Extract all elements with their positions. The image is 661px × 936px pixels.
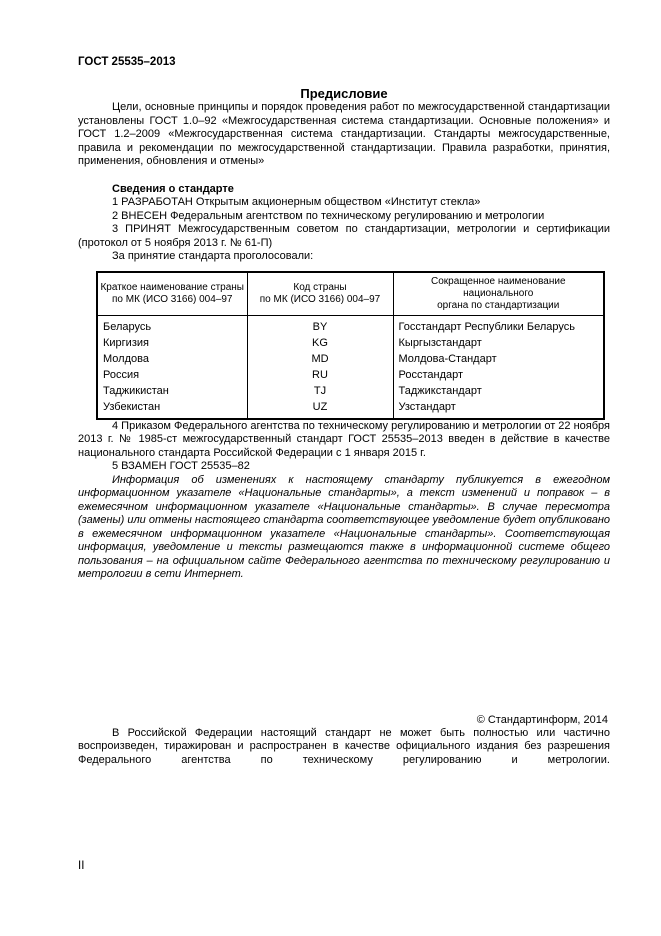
table-cell-body: Узстандарт: [393, 399, 604, 419]
info-item-2: 2 ВНЕСЕН Федеральным агентством по техническому регулированию и метрологии: [112, 209, 545, 222]
header-line: Код страны: [293, 281, 347, 293]
table-cell-body: Госстандарт Республики Беларусь: [393, 315, 604, 335]
info-item-3: 3 ПРИНЯТ Межгосударственным советом по стандартизации, метрологии и сертификации (протокол от 5 ноября 2013 г. № 61-П): [78, 223, 610, 249]
table-cell-body: Таджикстандарт: [393, 383, 604, 399]
change-notice: Информация об изменениях к настоящему стандарту публикуется в ежегодном информационном указателе «Национальные стандарты», а текст изменений и поправок – в ежемесячном информационном указателе «Национальные стандарты». В случае пересмотра (замены) или отмены настоящего стандарта соответствующее уведомление будет опубликовано в ежемесячном информационном указателе «Национальные стандарты». Соответствующая информация, уведомление и тексты размещаются также в информационной системе общего пользования – на официальном сайте Федерального агентства по техническому регулированию и метрологии в сети Интернет.: [78, 473, 610, 580]
header-line: по МК (ИСО 3166) 004–97: [259, 293, 381, 305]
table-row: [97, 399, 604, 419]
doc-code: ГОСТ 25535–2013: [78, 56, 176, 68]
table-cell-country: Таджикистан: [103, 384, 169, 397]
table-cell-code: TJ: [247, 383, 393, 399]
table-cell-body: Росстандарт: [393, 367, 604, 383]
table-row: [97, 367, 604, 383]
table-header-country: [97, 272, 247, 316]
table-cell-body: Молдова-Стандарт: [393, 351, 604, 367]
info-item-1: 1 РАЗРАБОТАН Открытым акционерным обществом «Институт стекла»: [112, 196, 481, 208]
page-content: [78, 0, 610, 767]
table-row: [97, 383, 604, 399]
table-header-row: [97, 272, 604, 316]
table-cell-code: RU: [247, 367, 393, 383]
info-item-5: 5 ВЗАМЕН ГОСТ 25535–82: [112, 460, 250, 472]
table-cell-country: Беларусь: [103, 320, 152, 333]
table-cell-code: KG: [247, 335, 393, 351]
table-cell-code: BY: [247, 315, 393, 335]
table-row: [97, 335, 604, 351]
info-item-4: 4 Приказом Федерального агентства по техническому регулированию и метрологии от 22 ноября 2013 г. № 1985-ст межгосударственный стандарт ГОСТ 25535–2013 введен в действие в качестве национального стандарта Российской Федерации с 1 января 2015 г.: [78, 419, 610, 459]
restriction-paragraph: В Российской Федерации настоящий стандарт не может быть полностью или частично воспроизведен, тиражирован и распространен в качестве официального издания без разрешения Федерального агентства по техническому регулированию и метрологии.: [78, 726, 610, 766]
table-cell-country: Россия: [103, 368, 140, 381]
copyright-line: © Стандартинформ, 2014: [476, 713, 608, 726]
vote-line: За принятие стандарта проголосовали:: [112, 250, 314, 262]
page-number: II: [78, 860, 85, 872]
table-cell-code: UZ: [247, 399, 393, 419]
table-header-body: [393, 272, 604, 316]
table-row: [97, 351, 604, 367]
voting-table: [96, 271, 605, 420]
table-row: [97, 315, 604, 335]
table-header-code: [247, 272, 393, 316]
header-line: органа по стандартизации: [437, 299, 560, 311]
table-cell-country: Узбекистан: [103, 400, 161, 413]
table-cell-country: Киргизия: [103, 336, 149, 349]
header-line: Сокращенное наименование национального: [430, 275, 566, 299]
header-line: Краткое наименование страны: [100, 281, 244, 293]
page-title: Предисловие: [300, 86, 388, 101]
table-cell-code: MD: [247, 351, 393, 367]
standard-info-heading: Сведения о стандарте: [112, 182, 234, 195]
table-cell-country: Молдова: [103, 352, 149, 365]
header-line: по МК (ИСО 3166) 004–97: [112, 293, 233, 305]
table-cell-body: Кыргызстандарт: [393, 335, 604, 351]
intro-paragraph: Цели, основные принципы и порядок проведения работ по межгосударственной стандартизации установлены ГОСТ 1.0–92 «Межгосударственная система стандартизации. Основные положения» и ГОСТ 1.2–2009 «Межгосударственная система стандартизации. Стандарты межгосударственные, правила и рекомендации по межгосударственной стандартизации. Правила разработки, принятия, применения, обновления и отмены»: [78, 101, 610, 167]
